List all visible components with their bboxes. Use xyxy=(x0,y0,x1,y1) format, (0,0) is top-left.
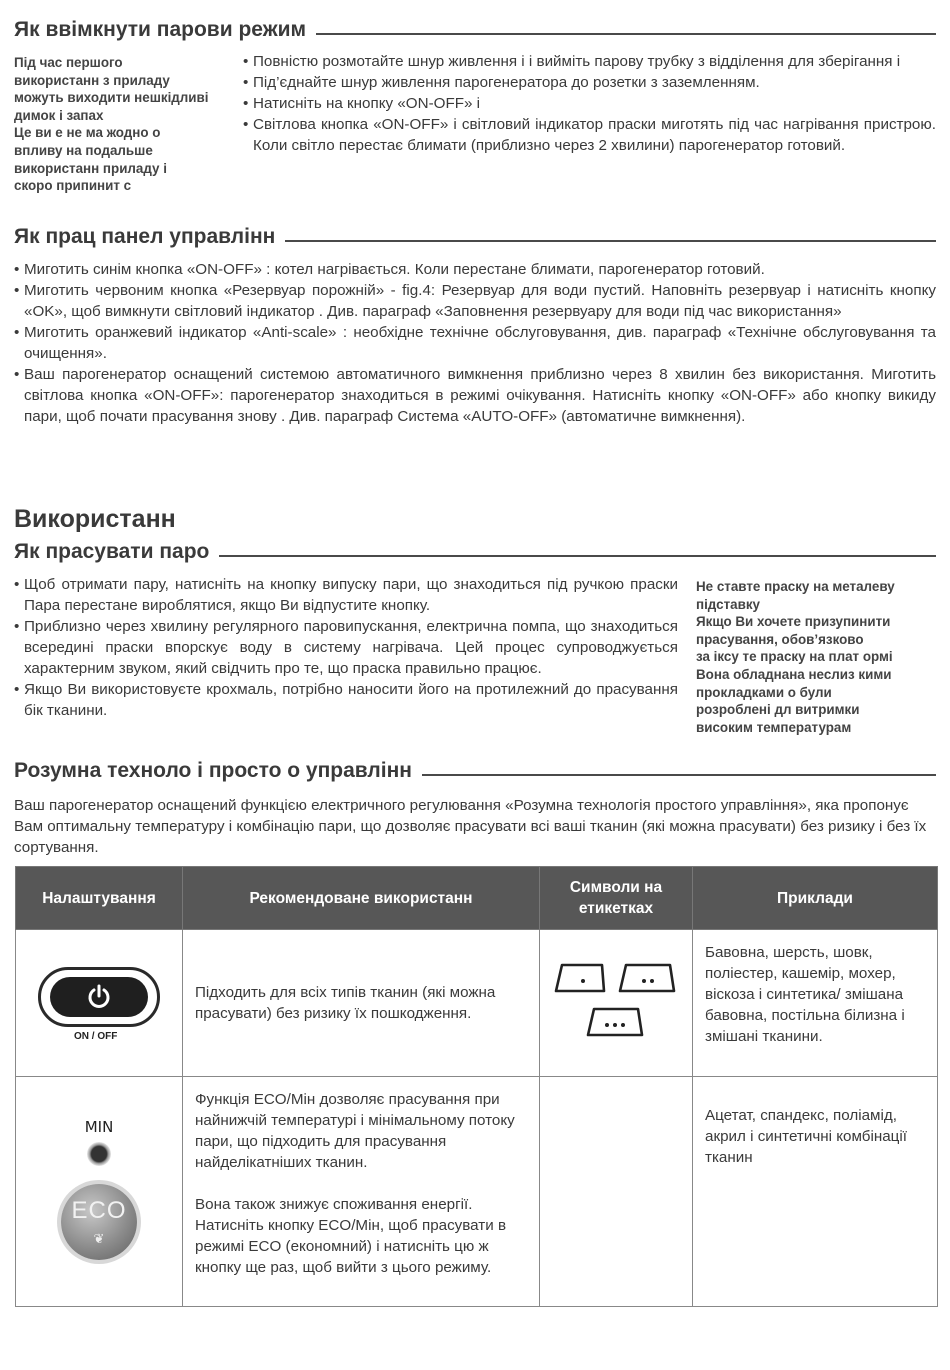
list-item: • Щоб отримати пару, натисніть на кнопку випуску пари, що знаходиться під ручкою праски Пара перестане вироблятися, якщо Ви відпустите кнопку. xyxy=(14,574,678,616)
steam-on-list xyxy=(243,51,936,156)
indicator-light-icon xyxy=(87,1142,111,1166)
iron-symbols-icon xyxy=(552,957,682,1043)
table-row xyxy=(16,930,938,1077)
section-panel-title: Як прац панел управлінн xyxy=(14,225,936,249)
list-item: • Під’єднайте шнур живлення парогенератора до розетки з заземленням. xyxy=(243,72,936,93)
symbols-cell xyxy=(540,1077,693,1307)
list-item: • Миготить синім кнопка «ON-OFF» : котел нагрівається. Коли перестане блимати, парогенератор готовий. xyxy=(14,259,936,280)
list-item: • Натисніть на кнопку «ON-OFF» і xyxy=(243,93,936,114)
list-item: • Приблизно через хвилину регулярного паровипускання, електрична помпа, що знаходиться всередині праски впорскує воду в систему нагрівача. Цей процес супроводжується характерним звуком, який свідчить про те, що праска правильно працює. xyxy=(14,616,678,679)
list-item: • Світлова кнопка «ON-OFF» і світловий індикатор праски миготять під час нагрівання пристрою. Коли світло перестає блимати (приблизно через 2 хвилини) парогенератор готовий. xyxy=(243,114,936,156)
min-label: MIN xyxy=(84,1118,114,1136)
table-header: Символи на етикетках xyxy=(540,867,693,930)
table-header: Налаштування xyxy=(16,867,183,930)
on-off-button-icon: ON / OFF xyxy=(38,967,160,1039)
list-item: • Якщо Ви використовуєте крохмаль, потрібно наносити його на протилежний до прасування бік тканини. xyxy=(14,679,678,721)
eco-button-icon: ECO ❦ xyxy=(61,1184,137,1260)
steam-on-note: Під час першого використанн з приладу можуть виходити нешкідливі димок і запах Це ви е не ма жодно о впливу на подальше використанн приладу і скоро припинит с xyxy=(14,55,209,194)
list-item: • Повністю розмотайте шнур живлення і і вийміть парову трубку з відділення для зберігання і xyxy=(243,51,936,72)
section-ironing-title: Як прасувати паро xyxy=(14,540,936,564)
settings-table xyxy=(15,866,938,1307)
examples-cell: Ацетат, спандекс, поліамід, акрил і синтетичні комбінації тканин xyxy=(693,1077,938,1307)
list-item: • Ваш парогенератор оснащений системою автоматичного вимкнення приблизно через 8 хвилин без використання. Миготить світлова кнопка «ON-OFF»: парогенератор знаходиться в режимі очікування. Натисніть кнопку «ON-OFF» або кнопку викиду пари, щоб почати прасування знову . Див. параграф Система «AUTO-OFF» (автоматичне вимкнення). xyxy=(14,364,936,427)
symbols-cell xyxy=(540,930,693,1077)
examples-cell: Бавовна, шерсть, шовк, поліестер, кашемір, мохер, віскоза і синтетика/ змішана бавовна, постільна білизна і змішані тканини. xyxy=(693,930,938,1077)
table-header-row xyxy=(16,867,938,930)
ironing-note: Не ставте праску на металеву підставку Якщо Ви хочете призупинити прасування, обов’язково за іксу те праску на плат ормі Вона обладнана неслиз кими прокладками о були розроблені дл витримки високим температурам xyxy=(696,579,895,735)
leaf-icon: ❦ xyxy=(93,1231,105,1246)
setting-cell xyxy=(16,1077,183,1307)
table-header: Приклади xyxy=(693,867,938,930)
list-item: • Миготить червоним кнопка «Резервуар порожній» - fig.4: Резервуар для води пустий. Наповніть резервуар і натисніть кнопку «OK», щоб вимкнути світловий індикатор . Див. параграф «Заповнення резервуару для води під час використання» xyxy=(14,280,936,322)
section-steam-on-title: Як ввімкнути парови режим xyxy=(14,18,936,42)
list-item: • Миготить оранжевий індикатор «Anti-scale» : необхідне технічне обслуговування, див. параграф «Технічне обслуговування та очищення». xyxy=(14,322,936,364)
ironing-list xyxy=(14,574,678,721)
usage-cell: Підходить для всіх типів тканин (які можна прасувати) без ризику їх пошкодження. xyxy=(183,930,540,1077)
smart-intro: Ваш парогенератор оснащений функцією електричного регулювання «Розумна технологія простого управління», яка пропонує Вам оптимальну температуру і комбінацію пари, що дозволяє прасувати всі ваші тканин (які можна прасувати) без ризику і без їх сортування. xyxy=(14,797,927,856)
table-row xyxy=(16,1077,938,1307)
section-usage-title: Використанн xyxy=(14,505,176,533)
section-smart-title: Розумна техноло і просто о управлінн xyxy=(14,759,936,783)
setting-cell xyxy=(16,930,183,1077)
usage-cell: Функція ECO/Мін дозволяє прасування при найнижчій температурі і мінімальному потоку пари, що підходить для прасування найделікатніших тканин. Вона також знижує споживання енергії. Натисніть кнопку ECO/Мін, щоб прасувати в режимі ECO (економний) і натисніть цю ж кнопку ще раз, щоб вийти з цього режиму. xyxy=(183,1077,540,1307)
power-icon xyxy=(85,983,113,1011)
table-header: Рекомендоване використанн xyxy=(183,867,540,930)
panel-list xyxy=(14,259,936,427)
